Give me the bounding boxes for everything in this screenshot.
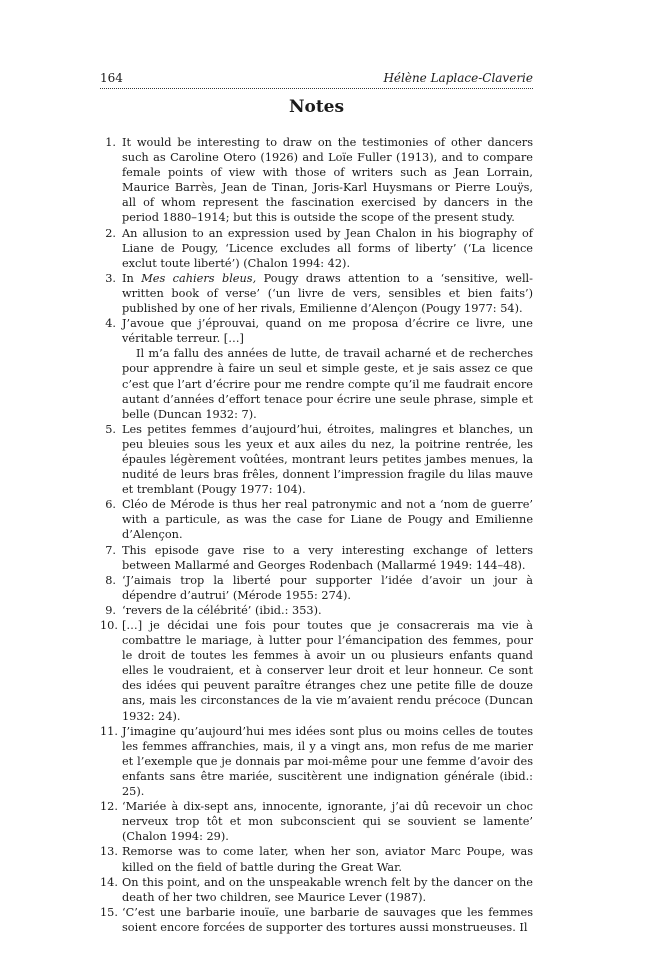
note-number: 7. — [105, 543, 116, 557]
note-2 — [100, 226, 533, 271]
note-text: J’avoue que j’éprouvai, quand on me proposa d’écrire ce livre, une véritable terreur. […] — [122, 317, 533, 346]
note-12 — [100, 799, 533, 844]
note-15 — [100, 905, 533, 935]
note-5 — [100, 422, 533, 497]
note-text: An allusion to an expression used by Jean Chalon in his biography of Liane de Pougy, ‘Licence excludes all forms of liberty’ (‘La licence exclut toute liberté’) (Chalon 1994: 42). — [122, 226, 533, 270]
note-number: 13. — [100, 845, 118, 859]
note-3 — [100, 271, 533, 316]
note-text: On this point, and on the unspeakable wrench felt by the dancer on the death of her two children, see Maurice Lever (1987). — [122, 875, 533, 904]
note-number: 9. — [105, 603, 116, 617]
note-number: 14. — [100, 875, 118, 889]
note-10 — [100, 618, 533, 724]
note-11 — [100, 724, 533, 799]
note-9 — [100, 603, 533, 618]
note-text-rest: Pougy draws attention to a ‘sensitive, well-written book of verse’ (‘un livre de vers, sensibles et bien faits’) published by one of her rivals, Emilienne d’Alençon (Pougy 1977: 54). — [122, 271, 533, 316]
notes-list — [100, 135, 533, 935]
page-number: 164 — [100, 71, 123, 85]
running-title: Hélène Laplace-Claverie — [383, 71, 533, 85]
note-7 — [100, 543, 533, 573]
note-text: ‘J’aimais trop la liberté pour supporter l’idée d’avoir un jour à dépendre d’autrui’ (Mérode 1955: 274). — [122, 573, 533, 602]
note-text: ‘C’est une barbarie inouïe, une barbarie de sauvages que les femmes soient encore forcées de supporter des tortures aussi monstrueuses. Il — [122, 905, 533, 934]
note-number: 11. — [100, 724, 118, 738]
note-number: 8. — [105, 573, 116, 587]
note-number: 5. — [105, 422, 116, 436]
note-number: 10. — [100, 619, 118, 632]
note-text: Cléo de Mérode is thus her real patronymic and not a ‘nom de guerre’ with a particule, as was the case for Liane de Pougy and Emilienne d’Alençon. — [122, 498, 533, 542]
note-text: ‘Mariée à dix-sept ans, innocente, ignorante, j’ai dû recevoir un choc nerveux trop tôt et mon subconscient qui se souvient se lamente’ (Chalon 1994: 29). — [122, 800, 533, 844]
book-title: Mes cahiers bleus, — [141, 271, 257, 285]
page-title: Notes — [288, 97, 345, 117]
note-8 — [100, 573, 533, 603]
note-4 — [100, 316, 533, 422]
note-text — [122, 271, 533, 316]
note-6 — [100, 497, 533, 542]
header-divider — [100, 88, 533, 89]
note-text-continued: Il m’a fallu des années de lutte, de travail acharné et de recherches pour apprendre à faire un seul et simple geste, et je sais assez ce que c’est que l’art d’écrire pour me rendre compte qu’il me faudrait encore autant d’années d’effort tenace pour écrire une seule phrase, simple et belle (Duncan 1932: 7). — [122, 347, 533, 421]
running-head — [100, 68, 533, 88]
note-number: 4. — [105, 317, 116, 331]
note-14 — [100, 875, 533, 905]
note-text: It would be interesting to draw on the testimonies of other dancers such as Caroline Otero (1926) and Loïe Fuller (1913), and to compare female points of view with those of writers such as Jean Lorrain, Maurice Barrès, Jean de Tinan, Joris-Karl Huysmans or Pierre Louÿs, all of whom represent the fascination exercised by dancers in the period 1880–1914; but this is outside the scope of the present study. — [122, 136, 533, 225]
note-text: […] je décidai une fois pour toutes que je consacrerais ma vie à combattre le mariage, à lutter pour l’émancipation des femmes, pour le droit de toutes les femmes à avoir un ou plusieurs enfants quand elles le voudraient, et à conserver leur droit et leur honneur. Ce sont des idées qui peuvent paraître étranges chez une petite fille de douze ans, mais les circonstances de la vie m’avaient rendu précoce (Duncan 1932: 24). — [122, 619, 533, 723]
note-text: ‘revers de la célébrité’ (ibid.: 353). — [122, 603, 322, 617]
note-text: Remorse was to come later, when her son, aviator Marc Poupe, was killed on the field of battle during the Great War. — [122, 845, 533, 874]
note-text: J’imagine qu’aujourd’hui mes idées sont plus ou moins celles de toutes les femmes affranchies, mais, il y a vingt ans, mon refus de me marier et l’exemple que je donnais par moi-même pour une femme d’avoir des enfants sans être mariée, suscitèrent une indignation générale (ibid.: 25). — [122, 724, 533, 799]
note-number: 1. — [105, 136, 116, 149]
note-number: 3. — [105, 271, 116, 285]
note-number: 6. — [105, 498, 116, 512]
note-text: This episode gave rise to a very interesting exchange of letters between Mallarmé and Georges Rodenbach (Mallarmé 1949: 144–48). — [122, 543, 533, 572]
note-number: 12. — [100, 800, 118, 814]
note-13 — [100, 844, 533, 874]
note-number: 2. — [105, 226, 116, 240]
note-number: 15. — [100, 905, 118, 919]
note-1 — [100, 135, 533, 226]
note-text: Les petites femmes d’aujourd’hui, étroites, malingres et blanches, un peu bleuies sous les yeux et aux ailes du nez, la poitrine rentrée, les épaules légèrement voûtées, montrant leurs petites jambes menues, la nudité de leurs bras frêles, donnent l’impression fragile du lilas mauve et tremblant (Pougy 1977: 104). — [122, 422, 533, 497]
note-text-lead: In — [122, 271, 142, 285]
